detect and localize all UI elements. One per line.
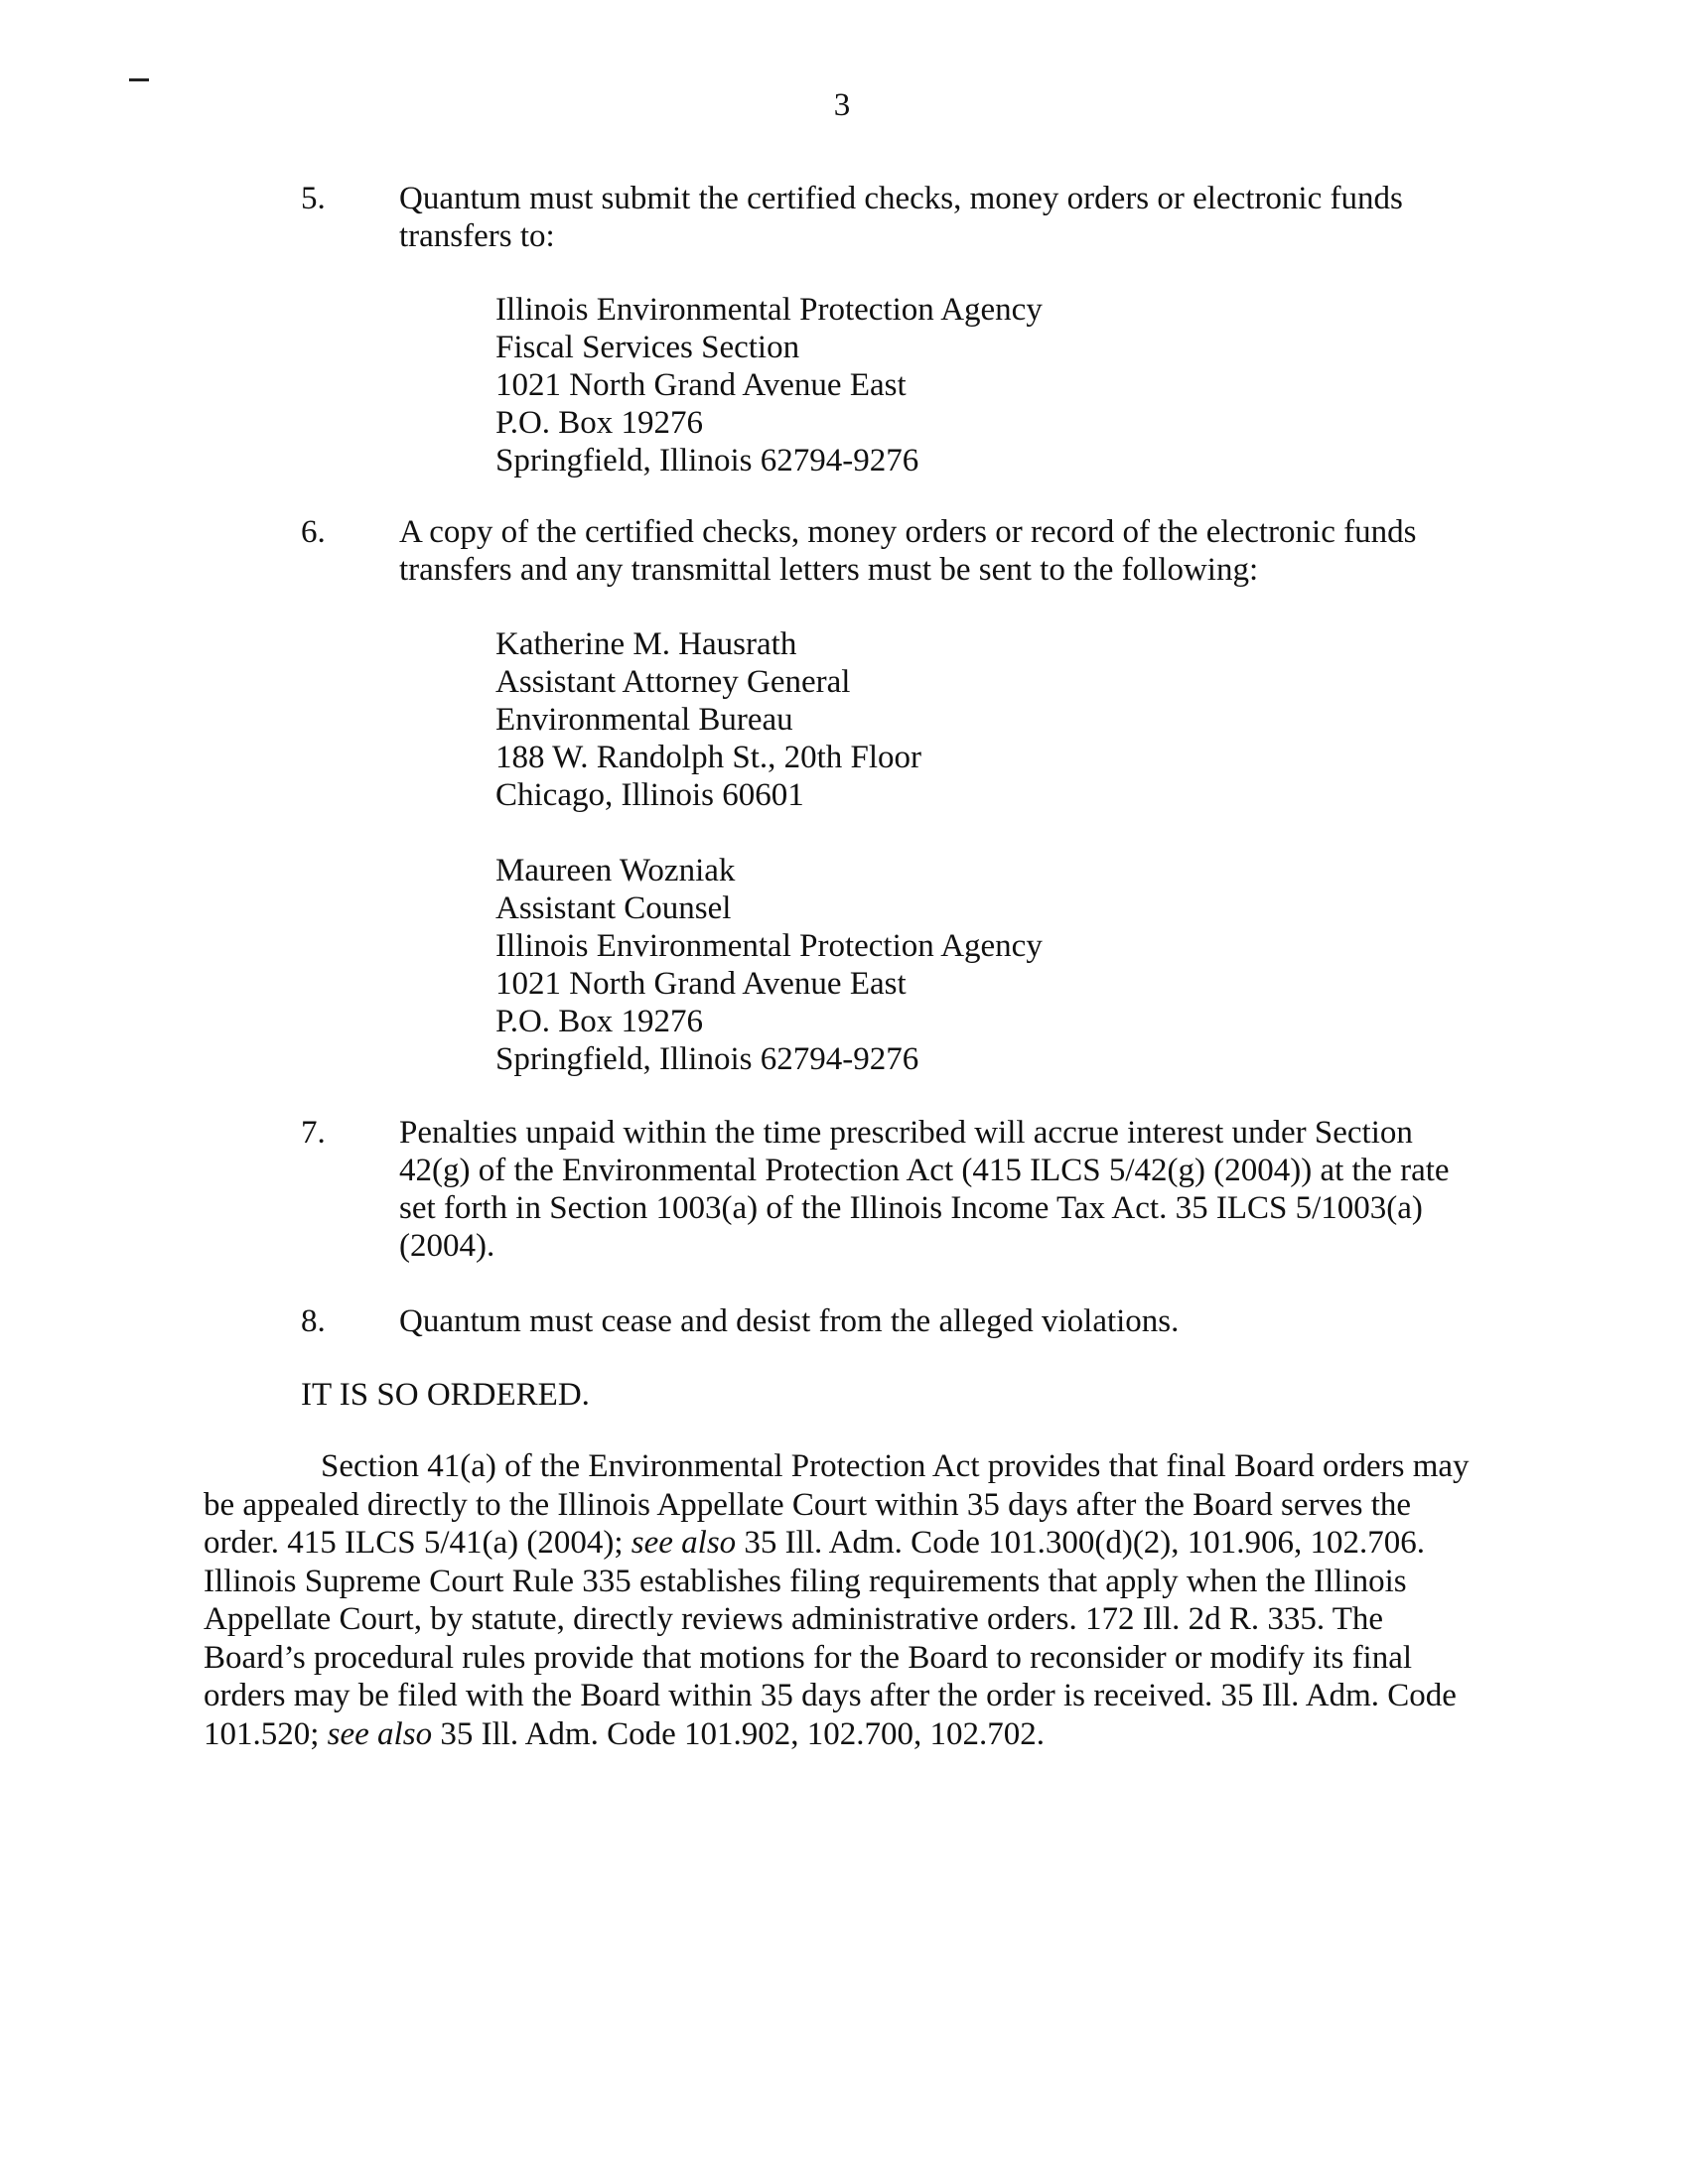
item-text-line: set forth in Section 1003(a) of the Illinois Income Tax Act. 35 ILCS 5/1003(a): [399, 1190, 1423, 1226]
paragraph-line: be appealed directly to the Illinois Appellate Court within 35 days after the Board serves the: [204, 1486, 1412, 1523]
item-text: [399, 1302, 1462, 1340]
item-text: [399, 180, 1462, 255]
address-line: Assistant Counsel: [495, 890, 732, 926]
text-run: 101.520;: [204, 1715, 328, 1752]
item-text-line: A copy of the certified checks, money orders or record of the electronic funds: [399, 514, 1417, 550]
item-number: 6.: [301, 514, 326, 550]
item-number: 5.: [301, 181, 326, 216]
paragraph-line: [204, 1715, 1494, 1754]
address-line: Chicago, Illinois 60601: [495, 777, 804, 813]
paragraph-line: Section 41(a) of the Environmental Protection Act provides that final Board orders may: [321, 1448, 1470, 1484]
paragraph-line: [204, 1524, 1494, 1563]
scan-mark: [129, 78, 149, 81]
address-block-iepa-fiscal: [495, 291, 1043, 479]
address-line: Environmental Bureau: [495, 702, 793, 738]
paragraph-line: Board’s procedural rules provide that motions for the Board to reconsider or modify its final: [204, 1639, 1413, 1676]
address-line: Springfield, Illinois 62794-9276: [495, 1041, 919, 1077]
so-ordered-statement: IT IS SO ORDERED.: [301, 1377, 590, 1413]
item-text-line: Quantum must submit the certified checks, money orders or electronic funds: [399, 181, 1403, 216]
paragraph-line: Illinois Supreme Court Rule 335 establishes filing requirements that apply when the Illinois: [204, 1563, 1407, 1599]
item-text: [399, 1114, 1462, 1265]
address-line: Maureen Wozniak: [495, 853, 736, 888]
address-line: Katherine M. Hausrath: [495, 626, 797, 662]
address-line: P.O. Box 19276: [495, 1004, 704, 1039]
item-text-line: (2004).: [399, 1228, 495, 1264]
address-line: 1021 North Grand Avenue East: [495, 367, 907, 403]
item-text-line: Penalties unpaid within the time prescribed will accrue interest under Section: [399, 1115, 1413, 1151]
paragraph-line: Appellate Court, by statute, directly reviews administrative orders. 172 Ill. 2d R. 335. The: [204, 1601, 1384, 1637]
address-block-hausrath: [495, 625, 921, 814]
appeal-paragraph: [204, 1447, 1494, 1753]
item-text-line: transfers and any transmittal letters must be sent to the following:: [399, 552, 1259, 588]
paragraph-line: orders may be filed with the Board within 35 days after the order is received. 35 Ill. Adm. Code: [204, 1678, 1457, 1713]
text-run: 35 Ill. Adm. Code 101.902, 102.700, 102.702.: [432, 1715, 1045, 1752]
address-line: Illinois Environmental Protection Agency: [495, 928, 1043, 964]
item-text-line: Quantum must cease and desist from the alleged violations.: [399, 1303, 1180, 1339]
address-line: 1021 North Grand Avenue East: [495, 966, 907, 1002]
item-text-line: transfers to:: [399, 218, 555, 254]
text-run: 35 Ill. Adm. Code 101.300(d)(2), 101.906, 102.706.: [736, 1525, 1426, 1561]
address-line: Fiscal Services Section: [495, 330, 800, 365]
item-number: 7.: [301, 1115, 326, 1151]
item-number: 8.: [301, 1303, 326, 1339]
address-line: Springfield, Illinois 62794-9276: [495, 443, 919, 478]
item-text-line: 42(g) of the Environmental Protection Act (415 ILCS 5/42(g) (2004)) at the rate: [399, 1153, 1450, 1188]
text-run: order. 415 ILCS 5/41(a) (2004);: [204, 1525, 632, 1561]
italic-citation-signal: see also: [631, 1525, 737, 1561]
address-line: 188 W. Randolph St., 20th Floor: [495, 740, 922, 775]
address-line: P.O. Box 19276: [495, 405, 704, 441]
address-line: Assistant Attorney General: [495, 664, 851, 700]
italic-citation-signal: see also: [327, 1715, 433, 1752]
item-text: [399, 513, 1462, 589]
address-block-wozniak: [495, 852, 1043, 1078]
page-number: 3: [833, 87, 851, 123]
address-line: Illinois Environmental Protection Agency: [495, 292, 1043, 328]
